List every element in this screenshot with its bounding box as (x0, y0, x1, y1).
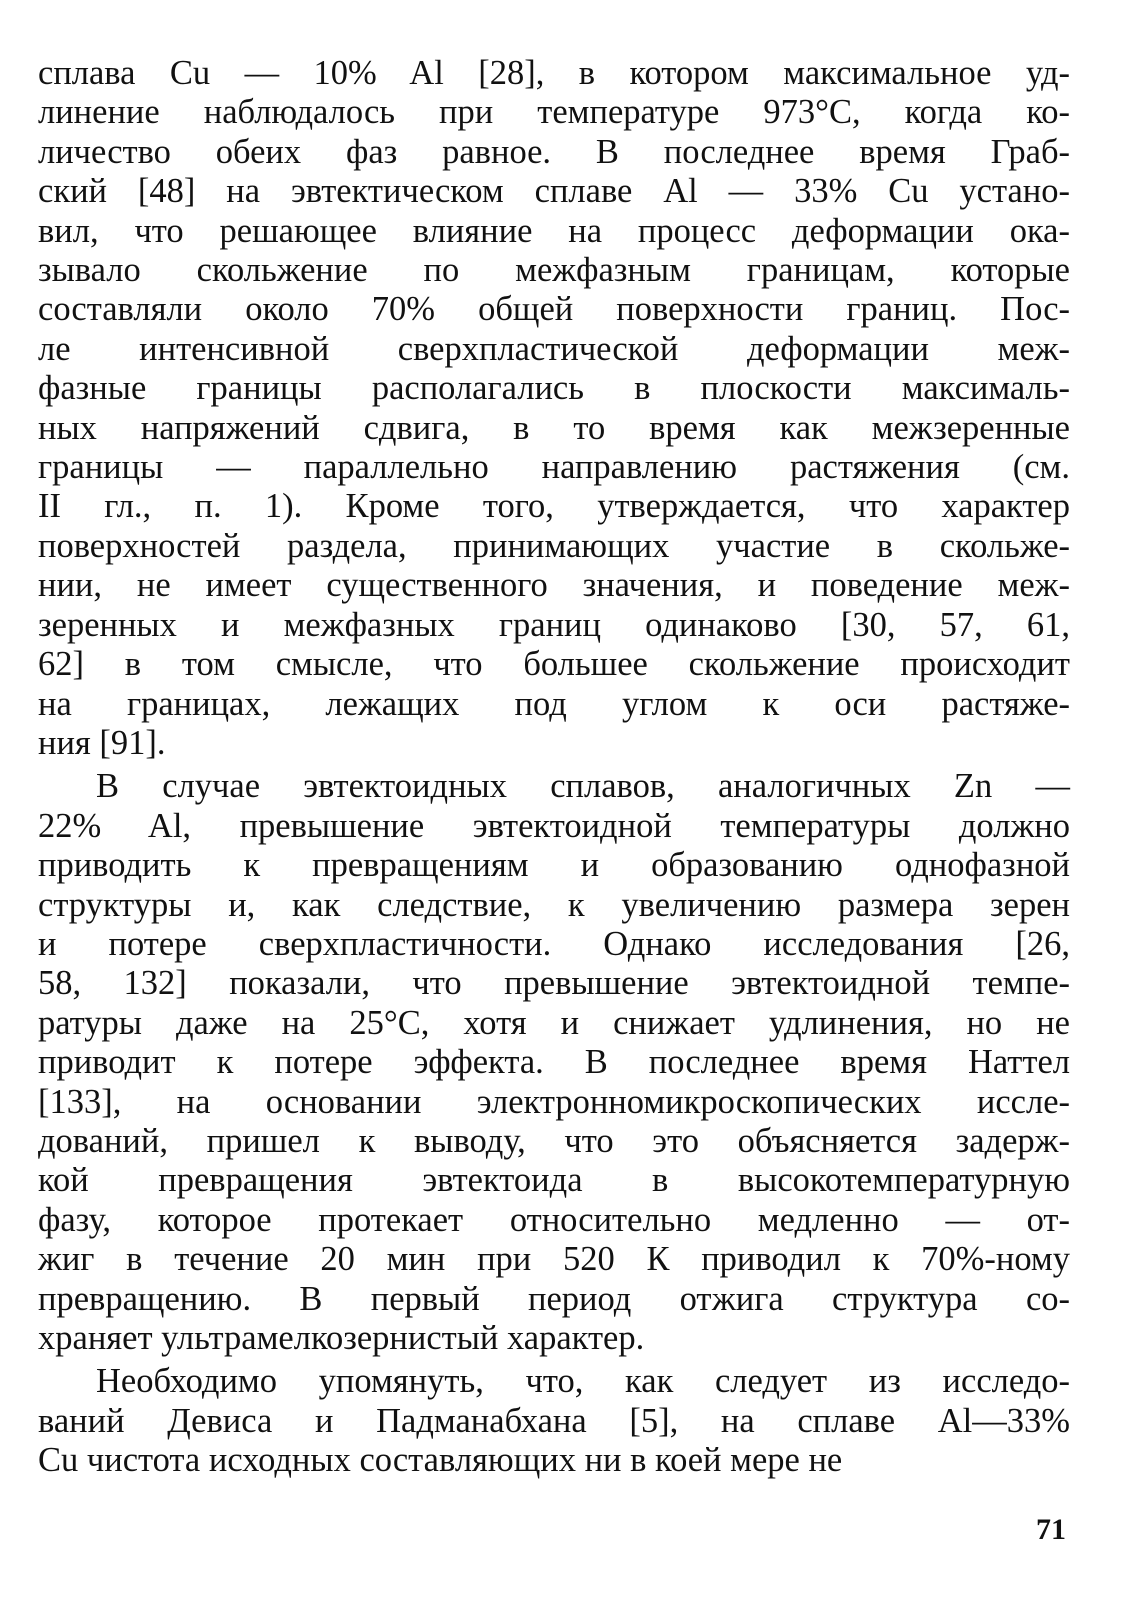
text-line: жиг в течение 20 мин при 520 К приводил к 70%-ному (38, 1240, 1070, 1279)
text-line: границы — параллельно направлению растяжения (см. (38, 448, 1070, 487)
text-line: нии, не имеет существенного значения, и поведение меж- (38, 566, 1070, 605)
page-number: 71 (1036, 1513, 1066, 1546)
page-body (38, 54, 1070, 1481)
text-line: Cu чистота исходных составляющих ни в коей мере не (38, 1441, 843, 1480)
text-line: структуры и, как следствие, к увеличению размера зерен (38, 885, 1070, 924)
text-line: 22% Al, превышение эвтектоидной температуры должно (38, 806, 1070, 845)
text-line: зывало скольжение по межфазным границам, которые (38, 251, 1070, 290)
paragraph-3 (38, 1362, 1070, 1480)
text-line: составляли около 70% общей поверхности границ. Пос- (38, 290, 1070, 329)
text-line: ратуры даже на 25°С, хотя и снижает удлинения, но не (38, 1003, 1070, 1042)
text-line: превращению. В первый период отжига структура со- (38, 1279, 1070, 1318)
text-line: [133], на основании электронномикроскопических иссле- (38, 1082, 1070, 1121)
text-line: приводит к потере эффекта. В последнее время Наттел (38, 1043, 1070, 1082)
text-line: сплава Cu — 10% Al [28], в котором максимальное уд- (38, 54, 1070, 92)
text-line: линение наблюдалось при температуре 973°С, когда ко- (38, 93, 1070, 132)
text-line: 58, 132] показали, что превышение эвтектоидной темпе- (38, 964, 1070, 1003)
text-line: II гл., п. 1). Кроме того, утверждается, что характер (38, 487, 1070, 526)
text-line: кой превращения эвтектоида в высокотемпературную (38, 1161, 1070, 1200)
text-line: ский [48] на эвтектическом сплаве Al — 33% Cu устано- (38, 172, 1070, 211)
text-line: на границах, лежащих под углом к оси растяже- (38, 684, 1070, 723)
text-line: приводить к превращениям и образованию однофазной (38, 846, 1070, 885)
text-line: поверхностей раздела, принимающих участие в скольже- (38, 526, 1070, 565)
text-line: зеренных и межфазных границ одинаково [30, 57, 61, (38, 605, 1070, 644)
text-line: храняет ультрамелкозернистый характер. (38, 1319, 645, 1357)
text-line: вил, что решающее влияние на процесс деформации ока- (38, 211, 1070, 250)
text-line: фазу, которое протекает относительно медленно — от- (38, 1200, 1070, 1239)
text-line: 62] в том смысле, что большее скольжение происходит (38, 645, 1070, 684)
text-line: личество обеих фаз равное. В последнее время Граб- (38, 132, 1070, 171)
text-line: Необходимо упомянуть, что, как следует из исследо- (96, 1362, 1070, 1401)
text-line: дований, пришел к выводу, что это объясняется задерж- (38, 1121, 1070, 1160)
text-line: В случае эвтектоидных сплавов, аналогичных Zn — (96, 767, 1070, 806)
text-line: ных напряжений сдвига, в то время как межзеренные (38, 408, 1070, 447)
text-line: фазные границы располагались в плоскости максималь- (38, 369, 1070, 408)
text-line: ле интенсивной сверхпластической деформации меж- (38, 329, 1070, 368)
text-line: и потере сверхпластичности. Однако исследования [26, (38, 924, 1070, 963)
paragraph-2 (38, 767, 1070, 1358)
paragraph-1 (38, 54, 1070, 763)
text-line: ния [91]. (38, 723, 166, 762)
text-line: ваний Девиса и Падманабхана [5], на сплаве Al—33% (38, 1401, 1070, 1440)
